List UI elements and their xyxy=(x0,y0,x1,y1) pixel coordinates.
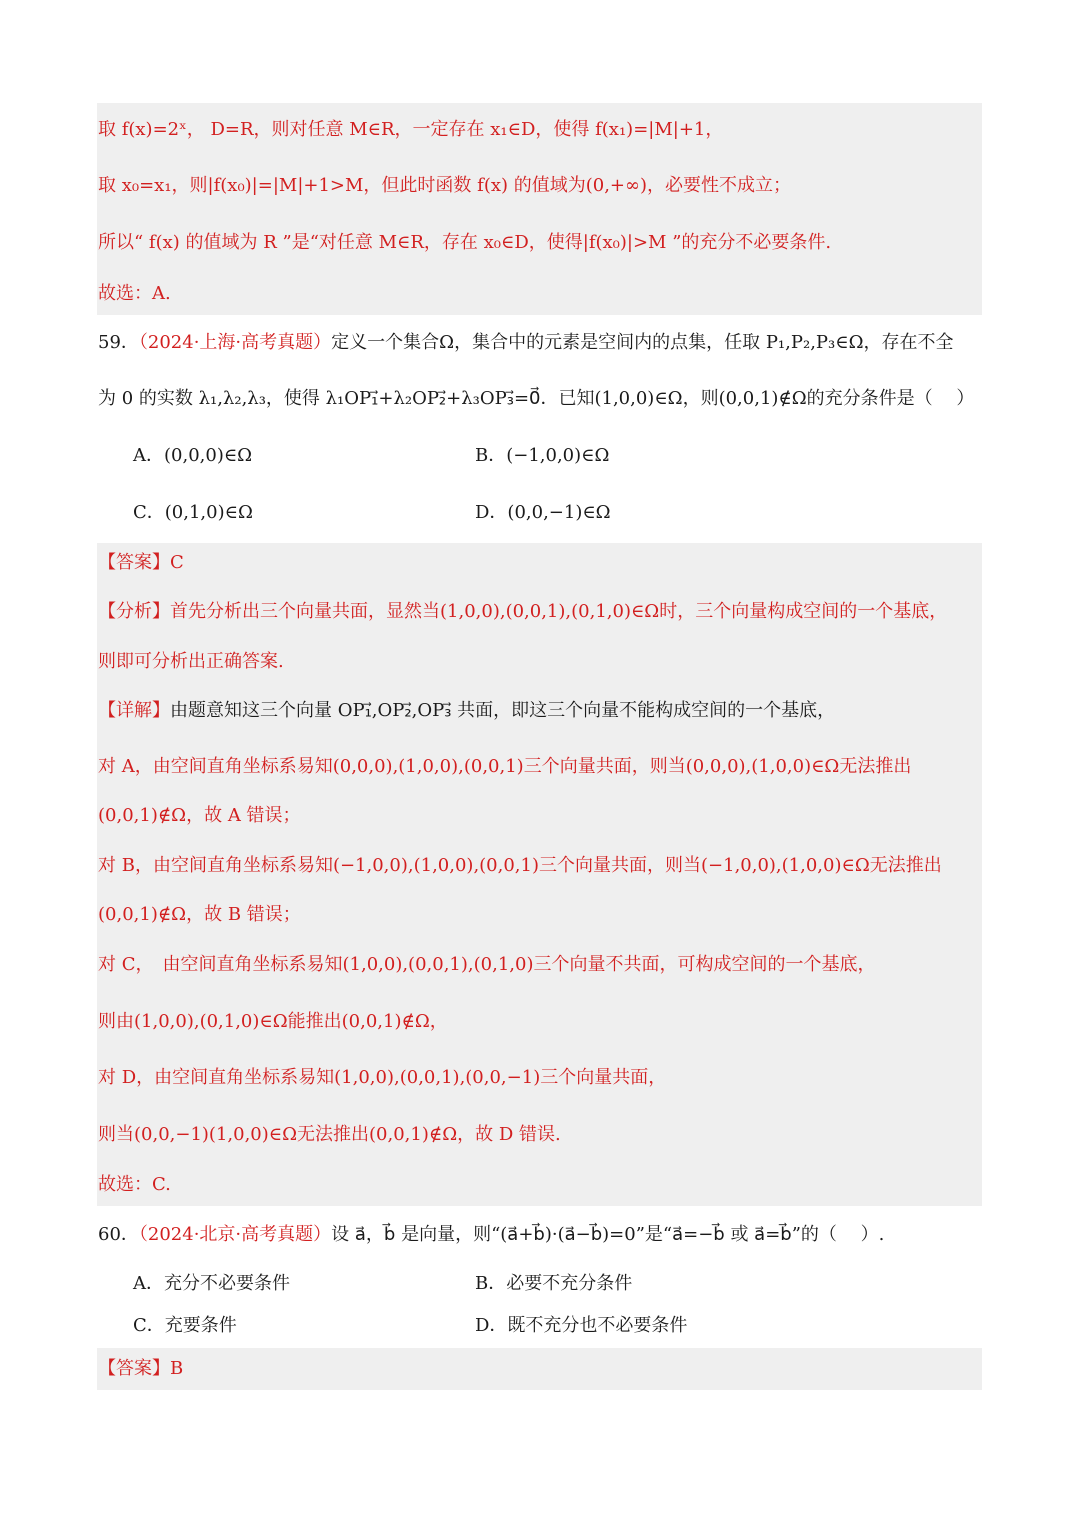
option-a: A．充分不必要条件 xyxy=(133,1273,290,1294)
detail-line-1 xyxy=(98,698,835,724)
detail-line-6: 对 C， 由空间直角坐标系易知(1,0,0),(0,0,1),(0,1,0)三个向量不共面，可构成空间的一个基底， xyxy=(98,954,876,975)
question-source: （2024·上海·高考真题） xyxy=(138,332,332,353)
question-60-stem xyxy=(98,1222,884,1248)
question-source: （2024·北京·高考真题） xyxy=(138,1224,332,1245)
detail-line-5: (0,0,1)∉Ω，故 B 错误； xyxy=(98,904,301,925)
solution-block-60 xyxy=(97,1348,982,1390)
detail-line-3: (0,0,1)∉Ω，故 A 错误； xyxy=(98,805,301,826)
question-59-stem-line-1 xyxy=(98,330,954,356)
option-b: B．必要不充分条件 xyxy=(475,1273,633,1294)
detail-line-8: 对 D，由空间直角坐标系易知(1,0,0),(0,0,1),(0,0,−1)三个向量共面， xyxy=(98,1067,667,1088)
solution-choice: 故选：A. xyxy=(98,283,171,304)
option-b: B．(−1,0,0)∈Ω xyxy=(475,445,610,466)
answer-line xyxy=(98,550,184,576)
solution-line-1: 取 f(x)=2ˣ， D=R，则对任意 M∈R，一定存在 x₁∈D，使得 f(x₁)=|M|+1， xyxy=(98,119,724,140)
analysis-line-1 xyxy=(98,599,947,625)
answer-value: B xyxy=(170,1358,184,1379)
answer-tag: 【答案】 xyxy=(98,552,170,573)
detail-line-2: 对 A，由空间直角坐标系易知(0,0,0),(1,0,0),(0,0,1)三个向量共面，则当(0,0,0),(1,0,0)∈Ω无法推出 xyxy=(98,756,912,777)
answer-value: C xyxy=(170,552,184,573)
detail-line-9: 则当(0,0,−1)(1,0,0)∈Ω无法推出(0,0,1)∉Ω，故 D 错误. xyxy=(98,1124,561,1145)
question-stem-text: 设 a⃗，b⃗ 是向量，则“(a⃗+b⃗)·(a⃗−b⃗)=0”是“a⃗=−b⃗ 或 a⃗=b⃗”的（ ）. xyxy=(331,1224,885,1245)
solution-choice-59: 故选：C. xyxy=(98,1174,171,1195)
analysis-line-2: 则即可分析出正确答案. xyxy=(98,651,284,672)
option-d: D．既不充分也不必要条件 xyxy=(475,1315,688,1336)
question-59-stem-line-2: 为 0 的实数 λ₁,λ₂,λ₃，使得 λ₁OP₁⃗+λ₂OP₂⃗+λ₃OP₃⃗=0⃗．已知(1,0,0)∈Ω，则(0,0,1)∉Ω的充分条件是（ ） xyxy=(98,388,975,409)
option-c: C．充要条件 xyxy=(133,1315,237,1336)
detail-line-4: 对 B，由空间直角坐标系易知(−1,0,0),(1,0,0),(0,0,1)三个向量共面，则当(−1,0,0),(1,0,0)∈Ω无法推出 xyxy=(98,855,942,876)
question-stem-text: 定义一个集合Ω，集合中的元素是空间内的点集，任取 P₁,P₂,P₃∈Ω，存在不全 xyxy=(331,332,954,353)
analysis-tag: 【分析】 xyxy=(98,601,170,622)
answer-line-60 xyxy=(98,1356,183,1382)
option-d: D．(0,0,−1)∈Ω xyxy=(475,502,611,523)
detail-text: 由题意知这三个向量 OP₁⃗,OP₂⃗,OP₃⃗ 共面，即这三个向量不能构成空间的一个基底， xyxy=(170,700,836,721)
answer-tag: 【答案】 xyxy=(98,1358,170,1379)
question-number: 60． xyxy=(98,1224,139,1245)
detail-line-7: 则由(1,0,0),(0,1,0)∈Ω能推出(0,0,1)∉Ω， xyxy=(98,1011,448,1032)
solution-line-3: 所以“ f(x) 的值域为 R ”是“对任意 M∈R，存在 x₀∈D，使得|f(x₀)|>M ”的充分不必要条件. xyxy=(98,232,832,253)
detail-tag: 【详解】 xyxy=(98,700,170,721)
option-c: C．(0,1,0)∈Ω xyxy=(133,502,253,523)
option-a: A．(0,0,0)∈Ω xyxy=(133,445,253,466)
solution-line-2: 取 x₀=x₁，则|f(x₀)|=|M|+1>M，但此时函数 f(x) 的值域为(0,+∞)，必要性不成立； xyxy=(98,175,792,196)
question-number: 59． xyxy=(98,332,139,353)
analysis-text: 首先分析出三个向量共面，显然当(1,0,0),(0,0,1),(0,1,0)∈Ω时，三个向量构成空间的一个基底， xyxy=(170,601,948,622)
